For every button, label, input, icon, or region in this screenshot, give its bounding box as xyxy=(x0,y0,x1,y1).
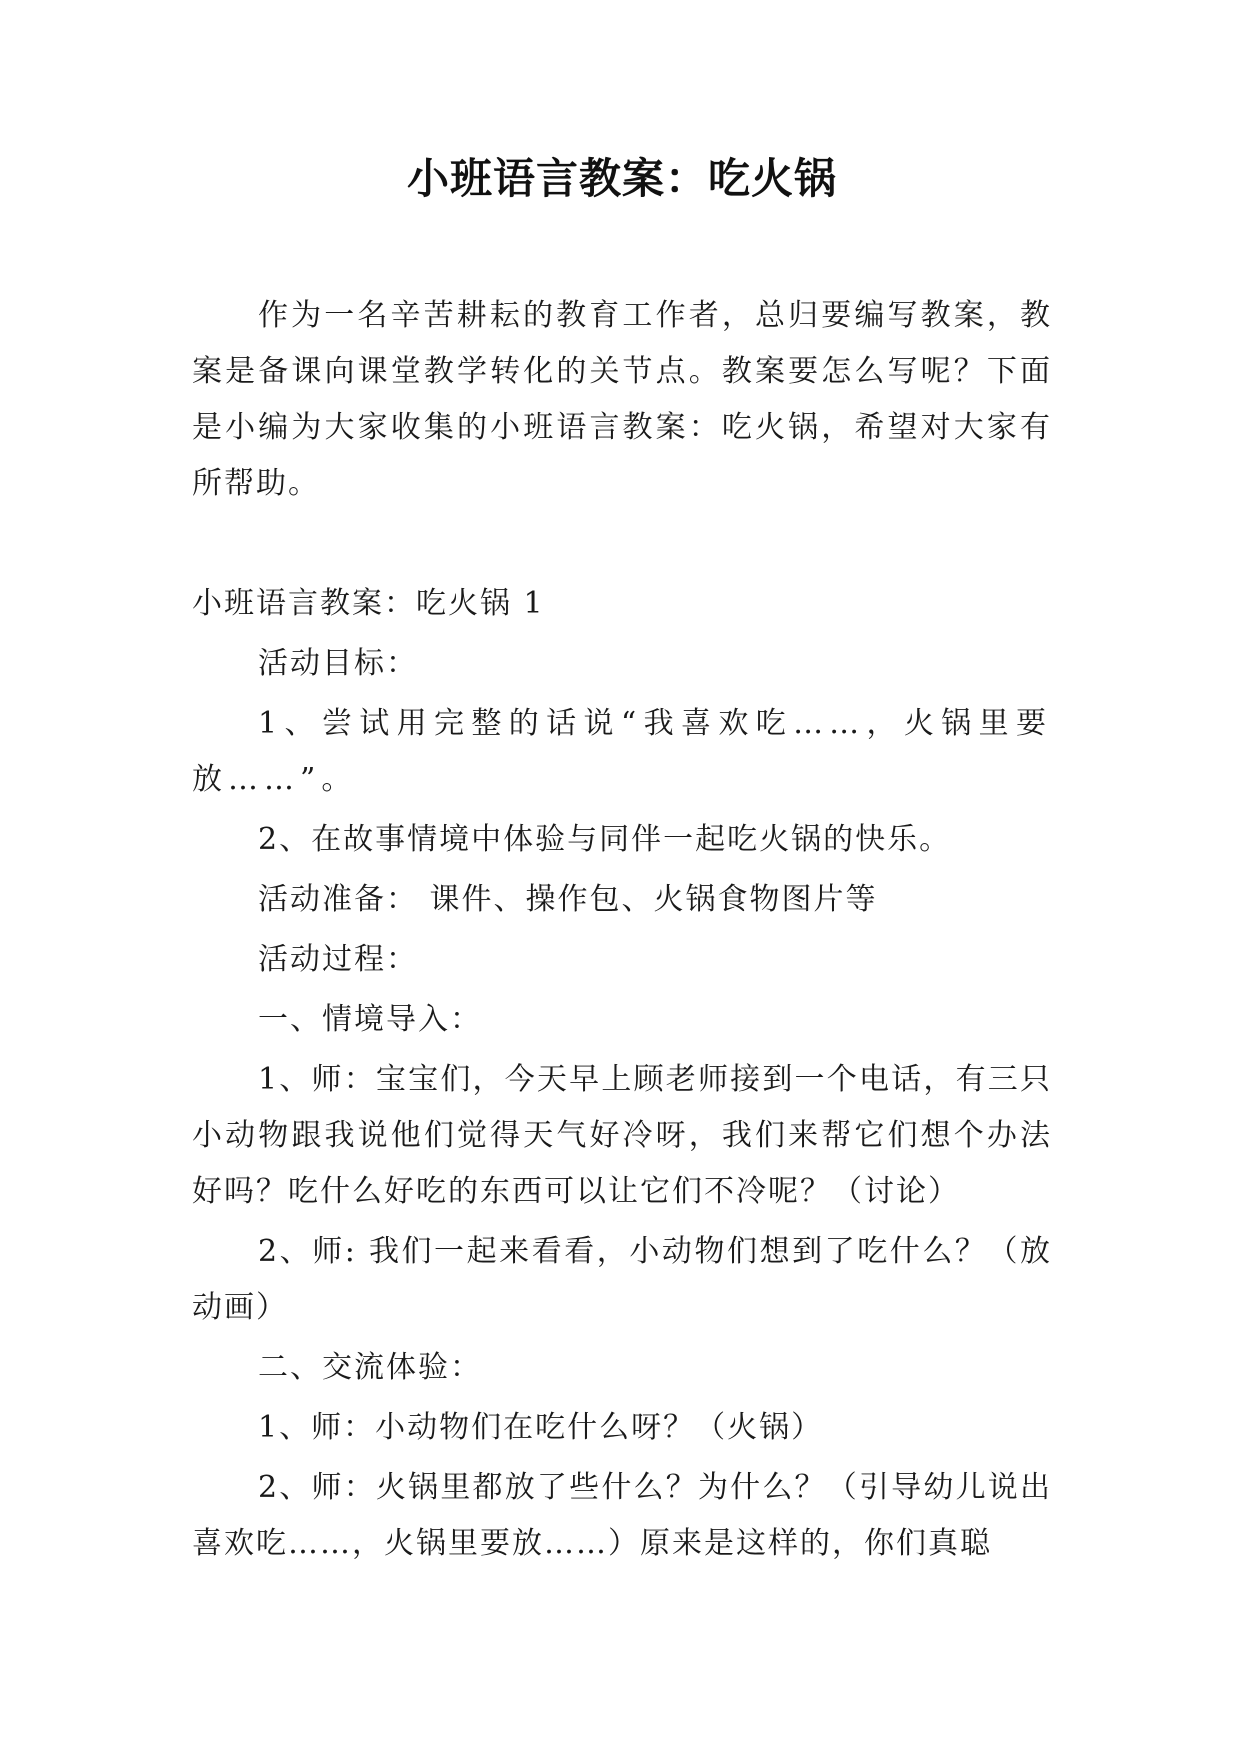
document-body xyxy=(192,148,1052,1572)
document-title: 小班语言教案：吃火锅 xyxy=(406,154,837,203)
step-1-item-2: 2、师: 我们一起来看看，小动物们想到了吃什么？（放动画） xyxy=(192,1234,1052,1325)
activity-process-heading: 活动过程： xyxy=(258,942,418,977)
step-2-item-2: 2、师：火锅里都放了些什么？为什么？（引导幼儿说出喜欢吃……，火锅里要放……）原来是这样的，你们真聪 xyxy=(192,1470,1052,1561)
intro-paragraph: 作为一名辛苦耕耘的教育工作者，总归要编写教案，教案是备课向课堂教学转化的关节点。教案要怎么写呢？下面是小编为大家收集的小班语言教案：吃火锅，希望对大家有所帮助。 xyxy=(192,298,1052,501)
step-2-item-1: 1、师：小动物们在吃什么呀？（火锅） xyxy=(258,1410,824,1445)
step-heading-2: 二、交流体验： xyxy=(258,1350,482,1385)
goal-item-2: 2、在故事情境中体验与同伴一起吃火锅的快乐。 xyxy=(258,822,952,857)
step-1-item-1: 1、师：宝宝们，今天早上顾老师接到一个电话，有三只小动物跟我说他们觉得天气好冷呀，我们来帮它们想个办法好吗？吃什么好吃的东西可以让它们不冷呢？（讨论） xyxy=(192,1062,1052,1209)
section-heading: 小班语言教案：吃火锅 1 xyxy=(192,586,545,621)
activity-goals-heading: 活动目标： xyxy=(258,646,418,681)
step-heading-1: 一、情境导入： xyxy=(258,1002,482,1037)
activity-preparation: 活动准备： 课件、操作包、火锅食物图片等 xyxy=(258,882,878,917)
goal-item-1: 1、尝试用完整的话说“我喜欢吃……，火锅里要放……”。 xyxy=(192,706,1052,797)
